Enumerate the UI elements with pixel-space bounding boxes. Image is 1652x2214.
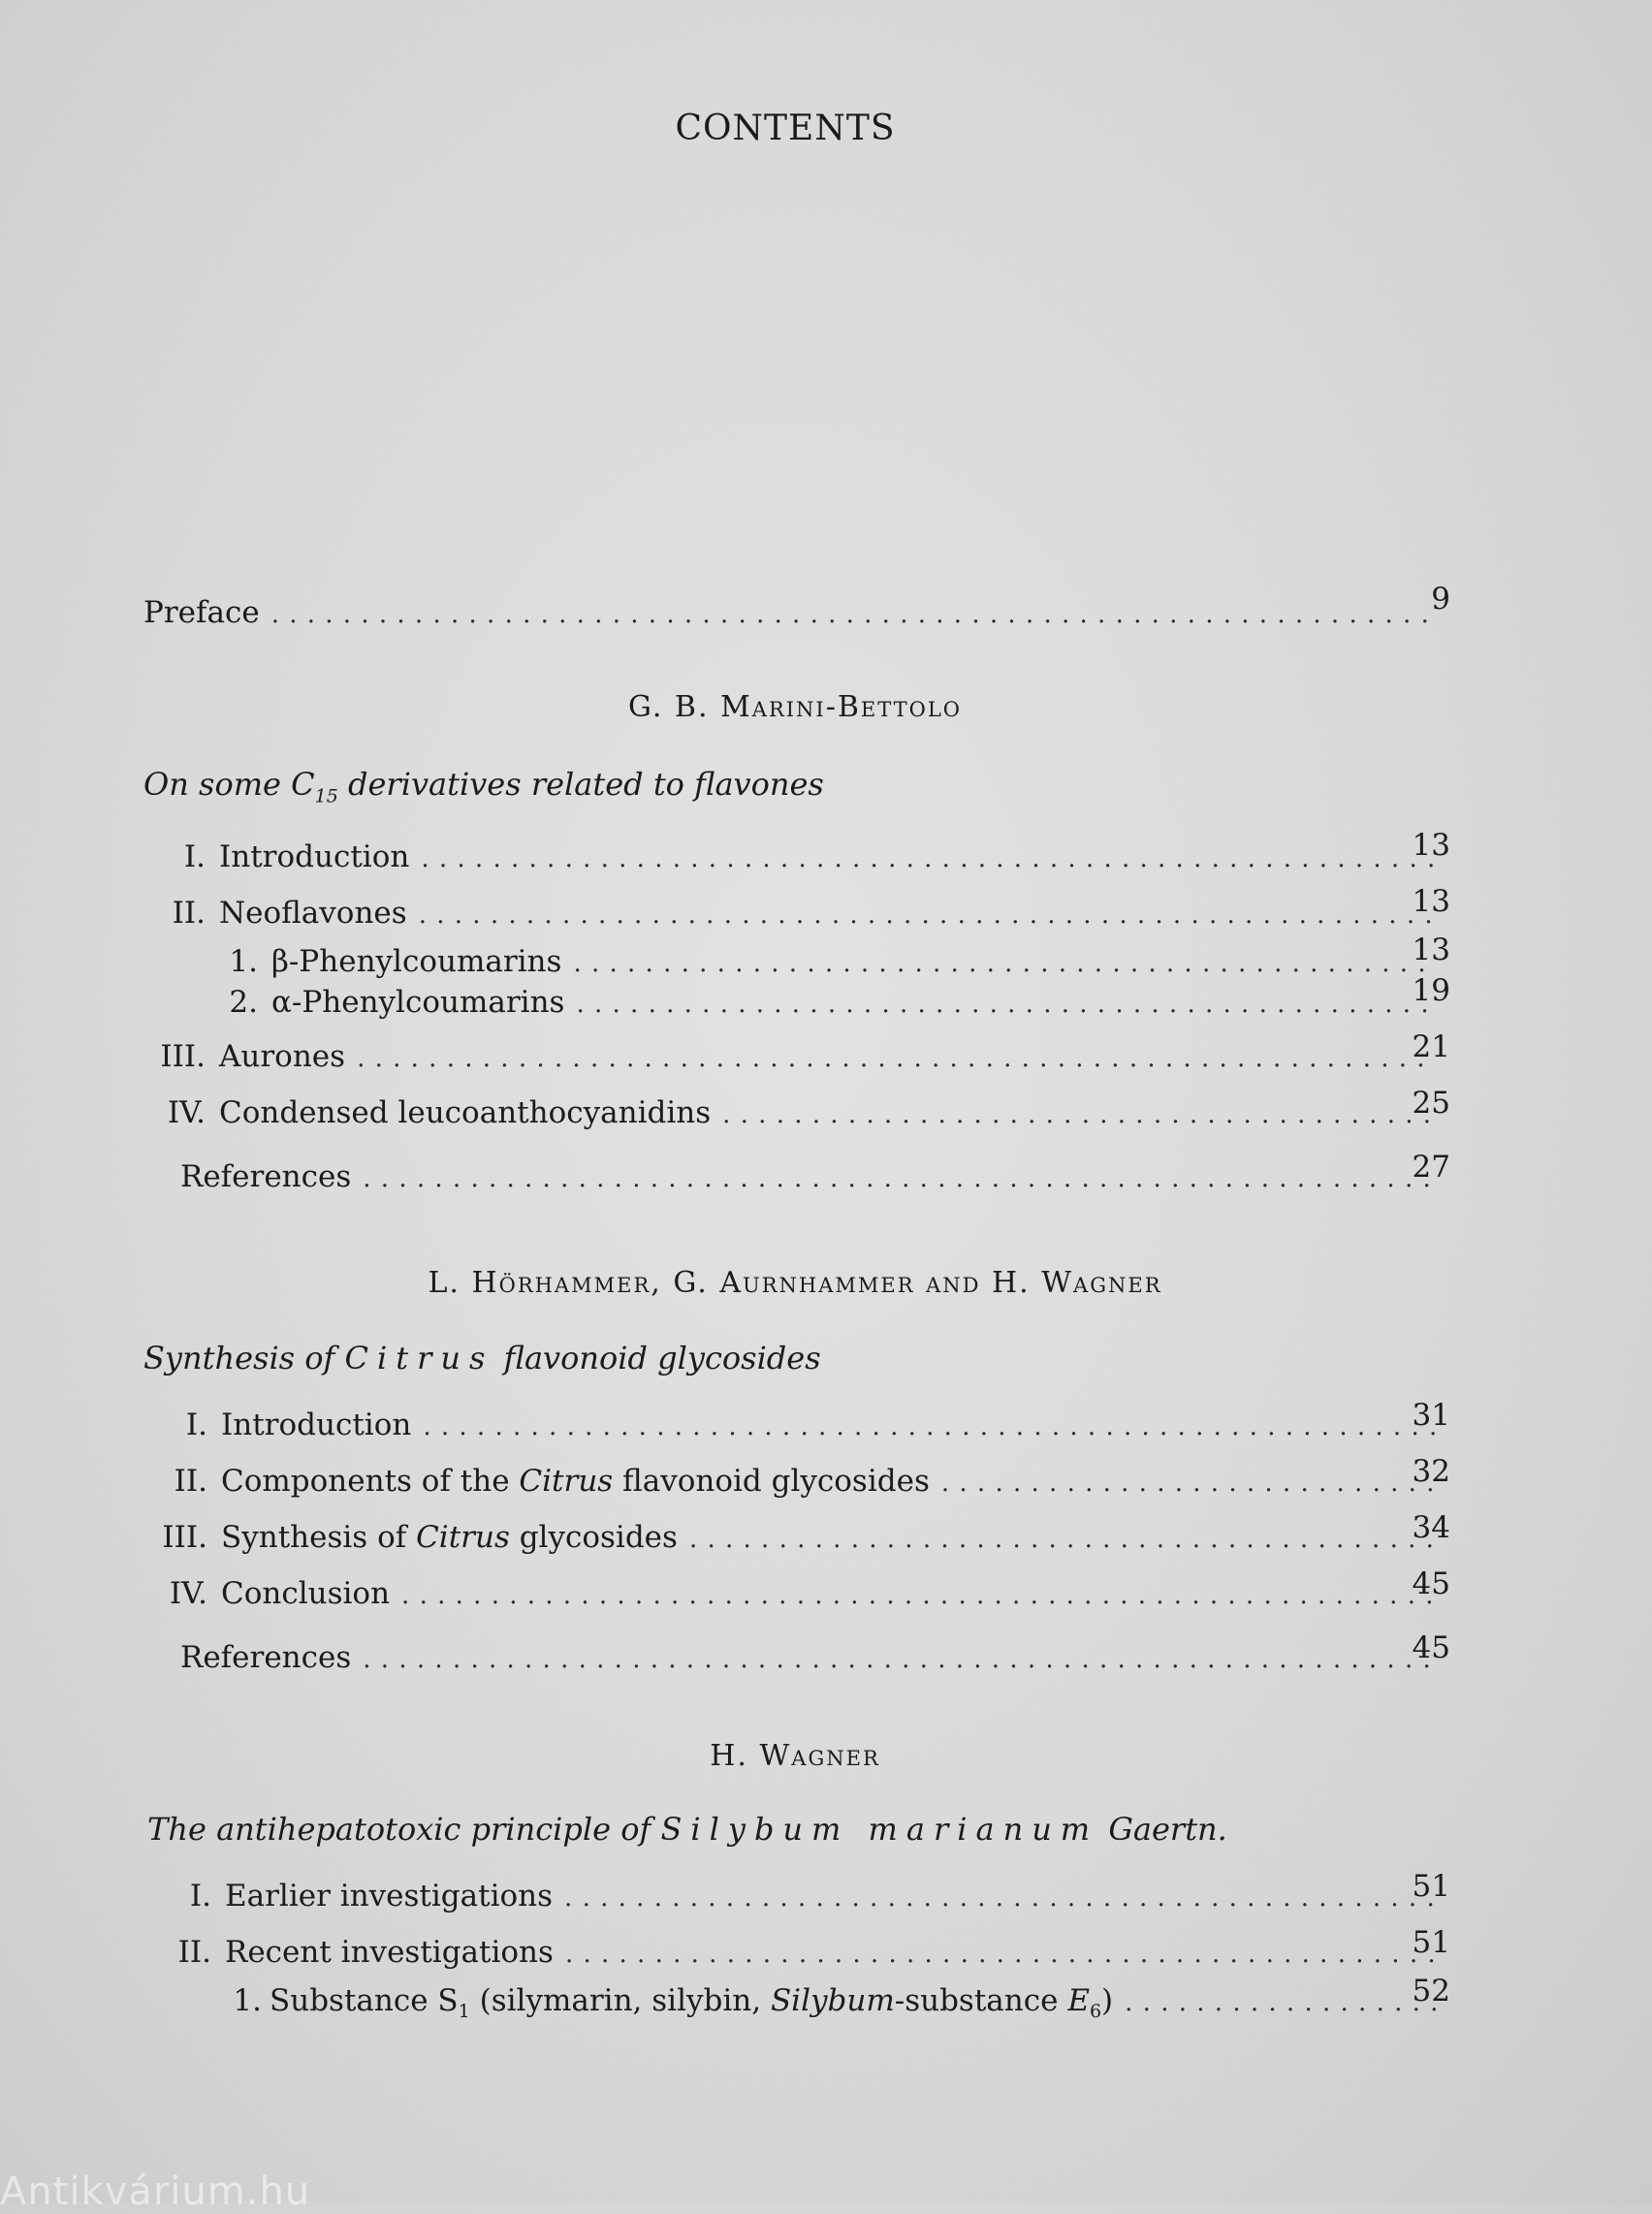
section-author: L. Hörhammer, G. Aurnhammer and H. Wagner xyxy=(428,1266,1162,1300)
entry-label: Preface xyxy=(143,595,260,630)
page-number: 27 xyxy=(1412,1150,1450,1185)
leader-dots xyxy=(722,1100,1437,1129)
entry-label: Introduction xyxy=(221,1407,412,1442)
toc-entry[interactable] xyxy=(143,1464,1446,1499)
page-number: 9 xyxy=(1431,582,1450,617)
leader-dots xyxy=(573,949,1437,978)
page-number: 13 xyxy=(1412,933,1450,967)
page-number: 51 xyxy=(1412,1869,1450,1904)
entry-label: Conclusion xyxy=(221,1576,391,1611)
entry-numeral: III. xyxy=(160,1039,206,1074)
entry-numeral: III. xyxy=(162,1520,207,1555)
toc-entry[interactable] xyxy=(143,1520,1446,1555)
entry-numeral: 1. xyxy=(229,944,258,979)
entry-numeral: II. xyxy=(177,1935,211,1970)
entry-label: Introduction xyxy=(219,839,410,874)
toc-entry[interactable] xyxy=(142,1095,1446,1130)
page-number: 13 xyxy=(1412,884,1450,919)
leader-dots xyxy=(689,1525,1437,1554)
toc-entry-references[interactable] xyxy=(180,1159,1446,1194)
section-author: H. Wagner xyxy=(710,1739,880,1773)
leader-dots xyxy=(363,1164,1437,1193)
page-number: 45 xyxy=(1412,1566,1450,1601)
page-number: 52 xyxy=(1412,1974,1450,2008)
entry-label: Aurones xyxy=(219,1039,346,1074)
toc-entry[interactable] xyxy=(143,1576,1446,1611)
entry-numeral: II. xyxy=(174,1464,207,1499)
toc-subentry[interactable] xyxy=(194,1983,1446,2022)
entry-numeral: IV. xyxy=(169,1576,207,1611)
section-title: Synthesis of Citrus flavonoid glycosides xyxy=(143,1340,821,1376)
entry-label: Condensed leucoanthocyanidins xyxy=(219,1095,712,1130)
leader-dots xyxy=(363,1645,1437,1674)
page-number: 45 xyxy=(1412,1630,1450,1665)
entry-numeral: IV. xyxy=(167,1095,206,1130)
toc-entry[interactable] xyxy=(143,1407,1446,1442)
entry-label: Neoflavones xyxy=(219,896,407,931)
entry-numeral: I. xyxy=(185,1407,207,1442)
toc-entry[interactable] xyxy=(147,1935,1446,1970)
toc-subentry[interactable] xyxy=(190,985,1446,1020)
leader-dots xyxy=(941,1469,1437,1498)
page-number: 51 xyxy=(1412,1925,1450,1960)
entry-numeral: 2. xyxy=(229,985,258,1020)
leader-dots xyxy=(357,1044,1437,1073)
entry-label: References xyxy=(180,1640,352,1675)
leader-dots xyxy=(271,600,1437,629)
entry-label: β-Phenylcoumarins xyxy=(271,944,562,979)
page-number: 32 xyxy=(1412,1454,1450,1489)
entry-numeral: II. xyxy=(172,896,206,931)
leader-dots xyxy=(419,901,1437,930)
leader-dots xyxy=(421,844,1437,873)
toc-entry[interactable] xyxy=(142,1039,1446,1074)
entry-label: Synthesis of Citrus glycosides xyxy=(221,1520,678,1555)
entry-label: Components of the Citrus flavonoid glycosides xyxy=(221,1464,930,1499)
page-number: 31 xyxy=(1412,1398,1450,1433)
toc-entry-references[interactable] xyxy=(180,1640,1446,1675)
leader-dots xyxy=(401,1581,1437,1610)
entry-numeral: I. xyxy=(183,839,206,874)
entry-numeral: I. xyxy=(189,1879,211,1914)
page-number: 21 xyxy=(1412,1029,1450,1064)
toc-entry-preface[interactable] xyxy=(143,595,1446,630)
page-number: 19 xyxy=(1412,973,1450,1008)
page-title: CONTENTS xyxy=(675,109,896,148)
entry-label: Substance $S_1$ (silymarin, silybin, Silybum-substance $E_6$) xyxy=(270,1983,1114,2023)
leader-dots xyxy=(565,1940,1437,1969)
entry-label: Recent investigations xyxy=(225,1935,554,1970)
leader-dots xyxy=(564,1883,1437,1913)
section-title: The antihepatotoxic principle of Silybum marianum Gaertn. xyxy=(147,1811,1227,1848)
page-number: 34 xyxy=(1412,1510,1450,1545)
toc-entry[interactable] xyxy=(142,896,1446,931)
section-author: G. B. Marini-Bettolo xyxy=(627,690,963,724)
toc-entry[interactable] xyxy=(142,839,1446,874)
page-number: 25 xyxy=(1412,1086,1450,1121)
entry-label: α-Phenylcoumarins xyxy=(271,985,565,1020)
page-number: 13 xyxy=(1412,828,1450,863)
toc-subentry[interactable] xyxy=(190,944,1446,979)
toc-entry[interactable] xyxy=(147,1879,1446,1914)
section-title: On some $C_{15}$ derivatives related to flavones xyxy=(143,766,824,807)
leader-dots xyxy=(423,1412,1437,1441)
entry-label: Earlier investigations xyxy=(225,1879,554,1914)
watermark: Antikvárium.hu xyxy=(0,2169,311,2214)
leader-dots xyxy=(576,990,1437,1019)
entry-numeral: 1. xyxy=(233,1983,262,2018)
entry-label: References xyxy=(180,1159,352,1194)
